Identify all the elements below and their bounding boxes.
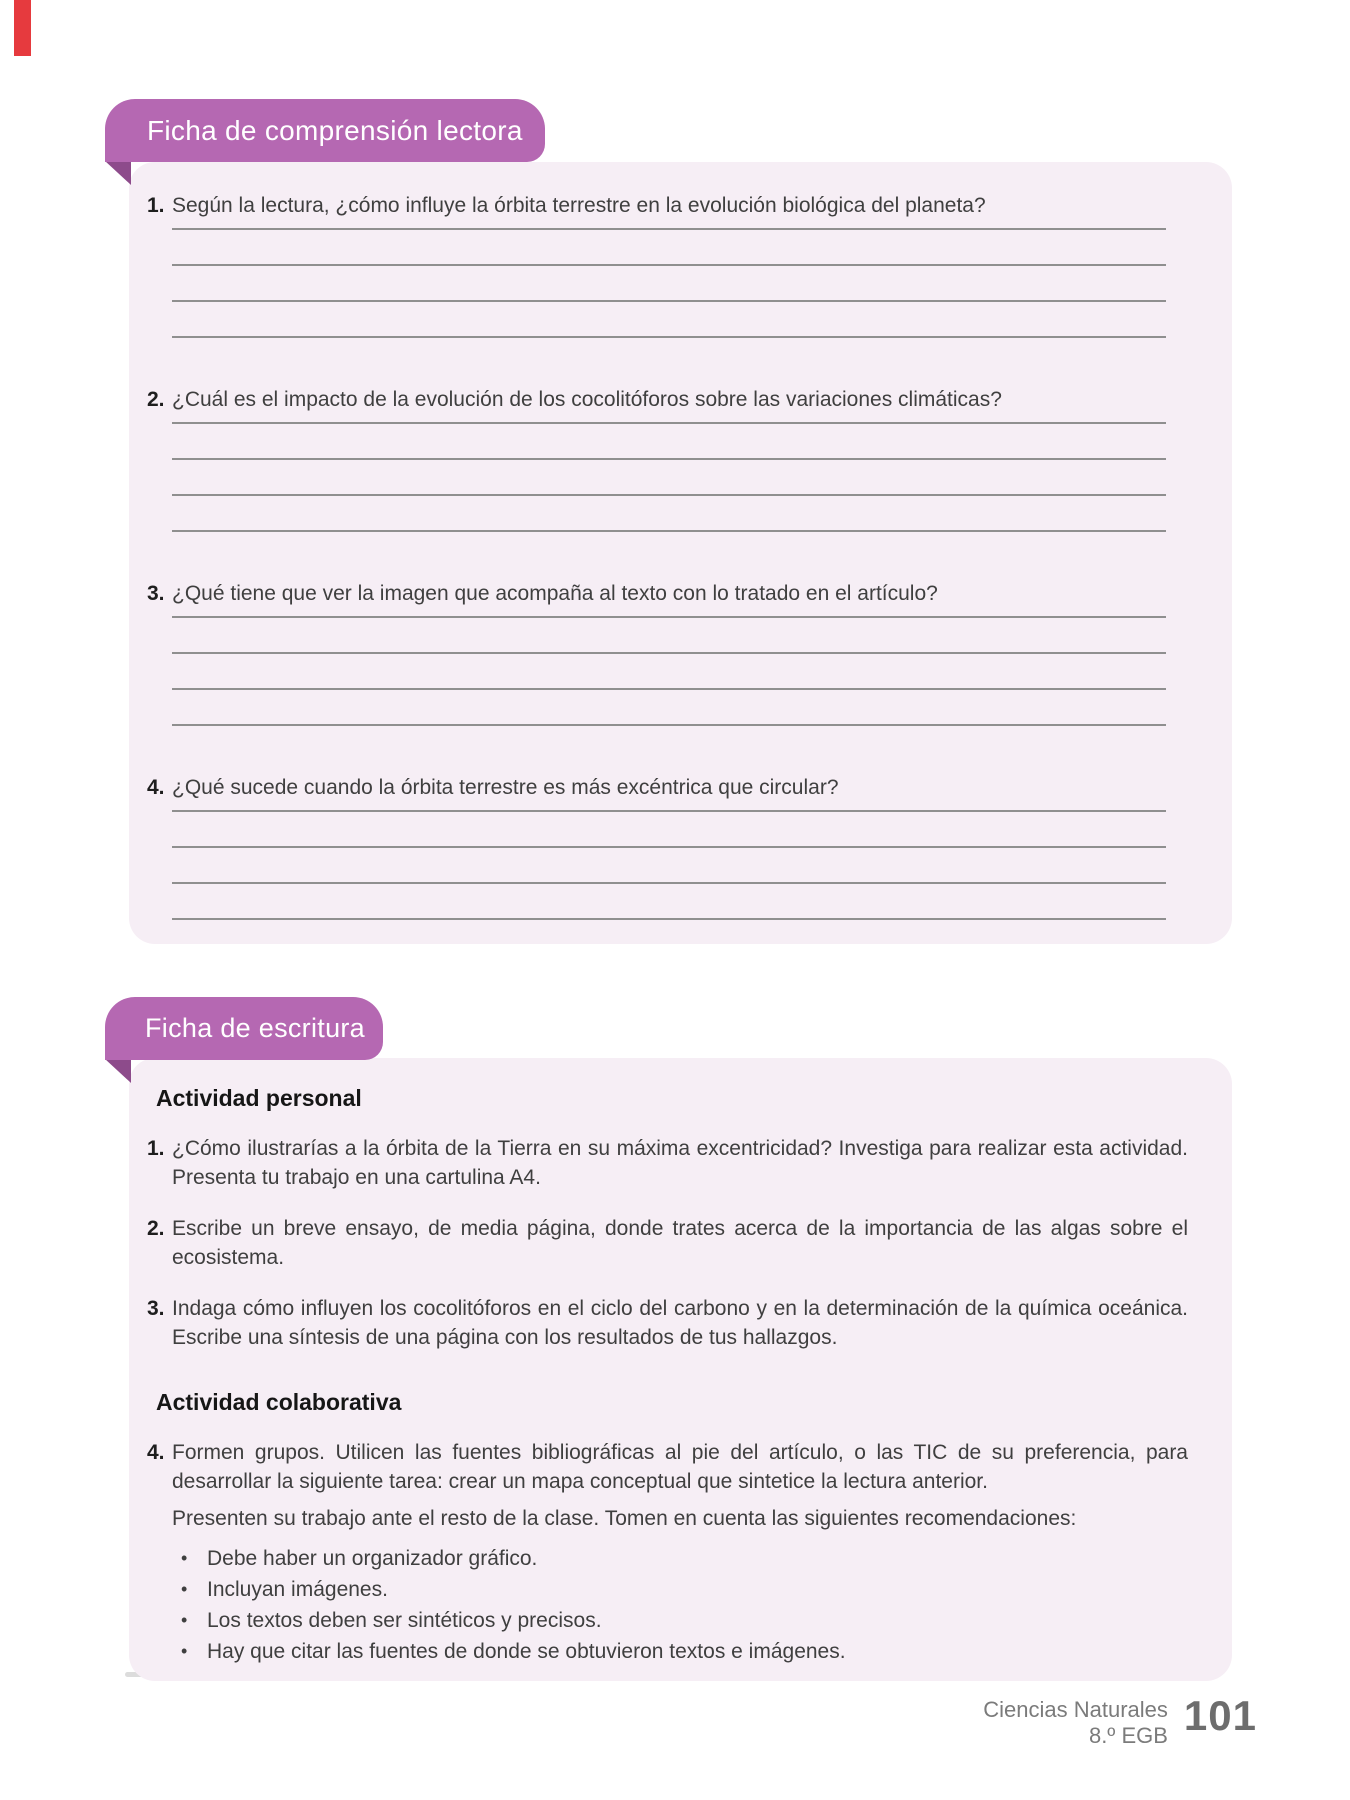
question-row — [138, 386, 1166, 414]
footer-grade: 8.º EGB — [1088, 1723, 1168, 1748]
question-row — [138, 774, 1166, 802]
answer-line — [172, 414, 1166, 424]
bullet-dot: • — [181, 1548, 188, 1568]
answer-line — [172, 618, 1166, 654]
recommendation-item — [181, 1543, 1188, 1574]
question-number: 2. — [147, 388, 165, 411]
question-block-4 — [138, 774, 1166, 920]
writing-tab-label: Ficha de escritura — [145, 1013, 365, 1043]
writing-panel — [129, 1058, 1232, 1681]
question-number: 4. — [147, 776, 165, 799]
page-edge-red-mark — [14, 0, 31, 56]
reading-tab-label: Ficha de comprensión lectora — [147, 114, 523, 146]
question-text: ¿Cuál es el impacto de la evolución de los cocolitóforos sobre las variaciones climáticas? — [172, 388, 1002, 411]
answer-lines — [172, 414, 1166, 532]
recommendation-item — [181, 1605, 1188, 1636]
question-text: ¿Qué sucede cuando la órbita terrestre es más excéntrica que circular? — [172, 776, 839, 799]
item-text: Escribe un breve ensayo, de media página, donde trates acerca de la importancia de las algas sobre el ecosistema. — [172, 1217, 1188, 1269]
recommendation-text: Hay que citar las fuentes de donde se obtuvieron textos e imágenes. — [207, 1640, 846, 1663]
question-number: 3. — [147, 582, 165, 605]
answer-line — [172, 220, 1166, 230]
question-block-2 — [138, 386, 1166, 532]
bullet-dot: • — [181, 1641, 188, 1661]
recommendation-item — [181, 1574, 1188, 1605]
recommendation-text: Incluyan imágenes. — [207, 1578, 388, 1601]
personal-activity-heading: Actividad personal — [156, 1085, 362, 1111]
collab-follow-up-paragraph: Presenten su trabajo ante el resto de la clase. Tomen en cuenta las siguientes recomendaciones: — [172, 1507, 1077, 1530]
answer-line — [172, 496, 1166, 532]
answer-line — [172, 848, 1166, 884]
reading-panel — [129, 162, 1232, 944]
answer-line — [172, 690, 1166, 726]
writing-section-tab — [105, 997, 383, 1060]
collaborative-activity-heading: Actividad colaborativa — [156, 1389, 402, 1415]
answer-line — [172, 266, 1166, 302]
answer-line — [172, 802, 1166, 812]
item-text: Formen grupos. Utilicen las fuentes bibliográficas al pie del artículo, o las TIC de su preferencia, para desarrollar la siguiente tarea: crear un mapa conceptual que sintetice la lectura anterior. — [172, 1441, 1188, 1493]
answer-lines — [172, 608, 1166, 726]
reading-tab-fold — [105, 161, 131, 185]
writing-item-4 — [138, 1438, 1188, 1496]
footer-subject: Ciencias Naturales — [983, 1697, 1168, 1722]
recommendation-item — [181, 1636, 1188, 1667]
item-number: 1. — [147, 1137, 165, 1160]
question-text: ¿Qué tiene que ver la imagen que acompaña al texto con lo tratado en el artículo? — [172, 582, 938, 605]
writing-item-2 — [138, 1214, 1188, 1272]
answer-line — [172, 812, 1166, 848]
question-row — [138, 580, 1166, 608]
bullet-dot: • — [181, 1610, 188, 1630]
recommendation-text: Los textos deben ser sintéticos y precisos. — [207, 1609, 602, 1632]
page-number: 101 — [1183, 1692, 1257, 1739]
answer-line — [172, 460, 1166, 496]
answer-lines — [172, 220, 1166, 338]
bullet-dot: • — [181, 1579, 188, 1599]
page-footer — [983, 1692, 1257, 1749]
question-block-3 — [138, 580, 1166, 726]
recommendation-list — [181, 1543, 1188, 1667]
item-number: 2. — [147, 1217, 165, 1240]
recommendation-text: Debe haber un organizador gráfico. — [207, 1547, 538, 1570]
answer-line — [172, 608, 1166, 618]
item-text: Indaga cómo influyen los cocolitóforos en el ciclo del carbono y en la determinación de la química oceánica. Escribe una síntesis de una página con los resultados de tus hallazgos. — [172, 1297, 1188, 1349]
answer-line — [172, 424, 1166, 460]
item-number: 4. — [147, 1441, 165, 1464]
writing-item-3 — [138, 1294, 1188, 1352]
item-text: ¿Cómo ilustrarías a la órbita de la Tierra en su máxima excentricidad? Investiga para realizar esta actividad. Presenta tu trabajo en una cartulina A4. — [172, 1137, 1188, 1189]
answer-line — [172, 654, 1166, 690]
question-block-1 — [138, 192, 1166, 338]
answer-line — [172, 884, 1166, 920]
answer-lines — [172, 802, 1166, 920]
item-number: 3. — [147, 1297, 165, 1320]
answer-line — [172, 230, 1166, 266]
question-text: Según la lectura, ¿cómo influye la órbita terrestre en la evolución biológica del planeta? — [172, 194, 986, 217]
reading-section-tab — [105, 99, 545, 162]
answer-line — [172, 302, 1166, 338]
footer-subject-grade — [983, 1697, 1168, 1749]
question-number: 1. — [147, 194, 165, 217]
writing-tab-fold — [105, 1059, 131, 1083]
writing-item-1 — [138, 1134, 1188, 1192]
question-row — [138, 192, 1166, 220]
